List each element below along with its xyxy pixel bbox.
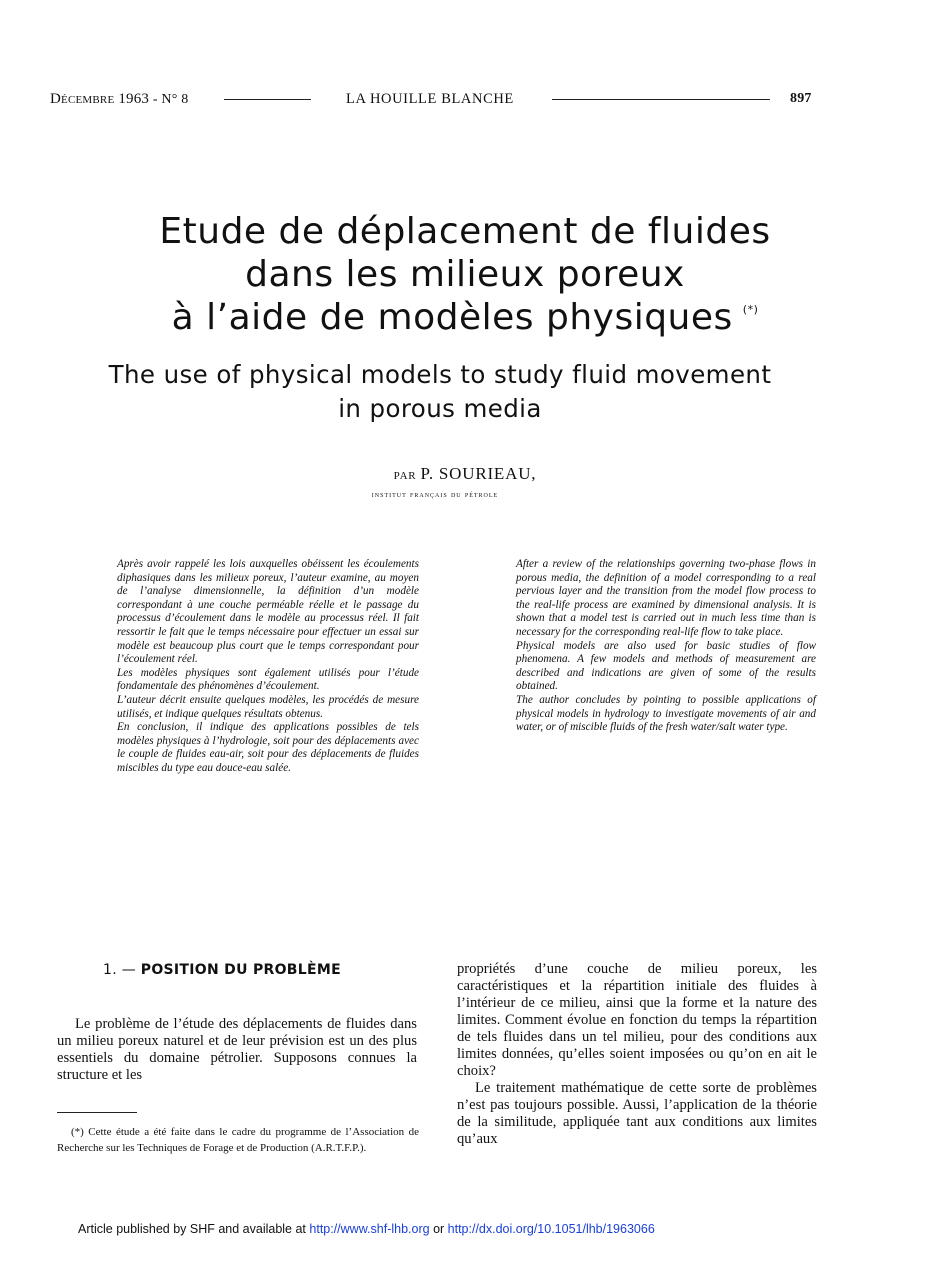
body-paragraph: propriétés d’une couche de milieu poreux, les caractéristiques et la répartition initiale des fluides à l’intérieur de ce milieu, ainsi que la forme et la nature des limites. Comment évolue en fonction du temps la répartition de tels fluides dans un tel milieu, pour des conditions aux limites données, qu’elles soient imposées ou qu’on en ait le choix? xyxy=(457,961,817,1079)
author-prefix: par xyxy=(393,467,417,483)
author-name: P. SOURIEAU, xyxy=(420,464,537,483)
header-rule-left xyxy=(224,99,311,100)
abstract-french-paragraph: L’auteur décrit ensuite quelques modèles, les procédés de mesure utilisés, et indique quelques résultats obtenus. xyxy=(117,693,419,720)
section-heading xyxy=(103,962,341,978)
body-column-left xyxy=(57,1016,417,1084)
section-title: POSITION DU PROBLÈME xyxy=(140,962,341,978)
body-paragraph: Le problème de l’étude des déplacements de fluides dans un milieu poreux naturel et de leur prévision est un des plus essentiels du domaine pétrolier. Supposons connues la structure et les xyxy=(57,1016,417,1083)
publication-text: Article published by SHF and available at xyxy=(78,1222,310,1236)
section-number: 1. — xyxy=(103,962,137,978)
abstract-english-paragraph: Physical models are also used for basic studies of flow phenomena. A few models and methods of measurement are described and indications are given of some of the results obtained. xyxy=(516,639,816,693)
title-french-line-2: dans les milieux poreux xyxy=(245,254,685,295)
publication-or: or xyxy=(429,1222,448,1236)
body-paragraph: Le traitement mathématique de cette sorte de problèmes n’est pas toujours possible. Aussi, l’application de la théorie de la similitude, appliquée tant aux conditions aux limites qu’aux xyxy=(457,1080,817,1147)
abstract-english-paragraph: The author concludes by pointing to possible applications of physical models in hydrology to investigate movements of air and water, or of miscible fluids of the fresh water/salt water type. xyxy=(516,693,816,734)
abstract-french-paragraph: En conclusion, il indique des applications possibles de tels modèles physiques à l’hydrologie, soit pour des déplacements avec le couple de fluides eau-air, soit pour des déplacements de fluides miscibles du type eau douce-eau salée. xyxy=(117,721,419,774)
abstract-french-paragraph: Après avoir rappelé les lois auxquelles obéissent les écoulements diphasiques dans les milieux poreux, l’auteur examine, au moyen de l’analyse dimensionnelle, la définition d’un modèle correspondant à une couche perméable réelle et le passage du processus d’écoulement dans le modèle au processus réel. Il fait ressortir le fait que le temps nécessaire pour effectuer un essai sur modèle est beaucoup plus court que le temps correspondant pour l’écoulement réel. xyxy=(117,558,419,666)
author-line xyxy=(0,464,930,484)
footnote-rule xyxy=(57,1112,137,1113)
title-english-line-1: The use of physical models to study fluid movement xyxy=(108,360,772,389)
header-date-text: Décembre 1963 xyxy=(50,91,150,107)
author-affiliation: institut français du pétrole xyxy=(371,489,499,499)
abstract-english xyxy=(516,558,816,735)
title-french-line-1: Etude de déplacement de fluides xyxy=(159,211,771,252)
header-rule-right xyxy=(552,99,770,100)
abstract-french xyxy=(117,558,419,776)
publication-notice xyxy=(78,1222,655,1236)
header-issue: - N° 8 xyxy=(149,92,189,107)
header-journal: LA HOUILLE BLANCHE xyxy=(346,91,514,107)
title-english xyxy=(40,358,840,426)
abstract-english-paragraph: After a review of the relationships governing two-phase flows in porous media, the definition of a model corresponding to a real pervious layer and the transition from the model flow process to the real-life process are examined by dimensional analysis. It is shown that a model test is carried out in much less time than is necessary for the corresponding real-life flow to take place. xyxy=(516,558,816,638)
body-column-right xyxy=(457,961,817,1148)
title-french-line-3 xyxy=(60,296,870,339)
footnote: (*) Cette étude a été faite dans le cadre du programme de l’Association de Recherche sur les Techniques de Forage et de Production (A.R.T.F.P.). xyxy=(57,1126,419,1154)
header-page-number: 897 xyxy=(790,91,812,106)
title-footnote-mark: (*) xyxy=(742,303,759,316)
shf-link[interactable]: http://www.shf-lhb.org xyxy=(309,1222,430,1236)
title-french-line-3-text: à l’aide de modèles physiques xyxy=(171,297,733,338)
header-date xyxy=(50,91,188,108)
abstract-french-paragraph: Les modèles physiques sont également utilisés pour l’étude fondamentale des phénomènes d’écoulement. xyxy=(117,666,419,693)
title-french xyxy=(60,210,870,339)
title-english-line-2: in porous media xyxy=(338,394,542,423)
doi-link[interactable]: http://dx.doi.org/10.1051/lhb/1963066 xyxy=(447,1222,655,1236)
